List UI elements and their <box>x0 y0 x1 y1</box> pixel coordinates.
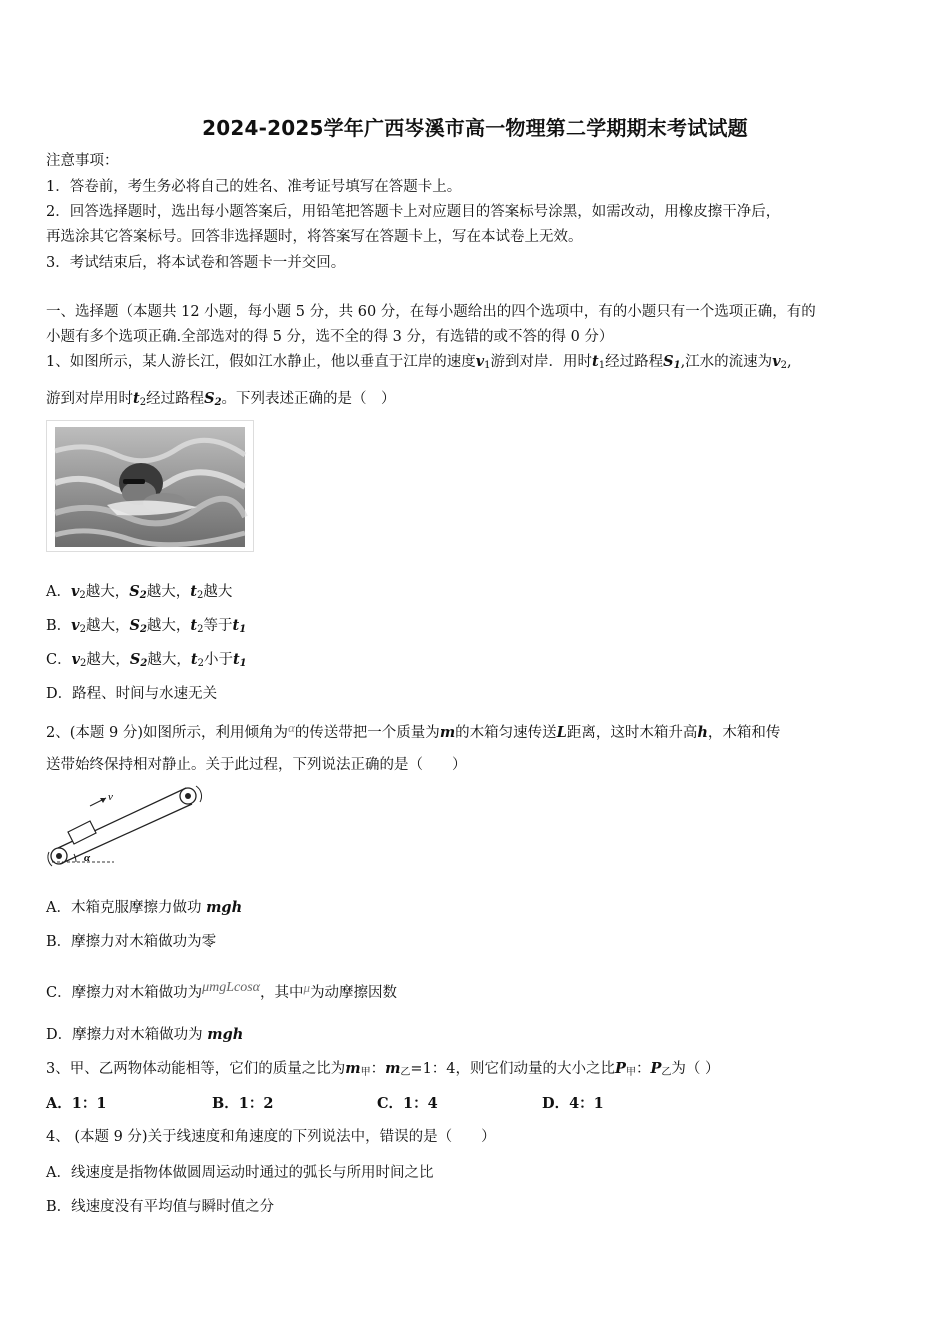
q1-option-b[interactable]: B．$v_2$越大，$S_2$越大，$t_2$等于$t_1$ <box>46 617 247 635</box>
q2-option-d[interactable]: D．摩擦力对木箱做功为 mgh <box>46 1026 244 1043</box>
section-instructions: 一、选择题（本题共 12 小题，每小题 5 分，共 60 分，在每小题给出的四个选项中，有的小题只有一个选项正确，有的 <box>46 304 816 320</box>
q2-stem: 2、(本题 9 分)如图所示，利用倾角为α的传送带把一个质量为m的木箱匀速传送L距离，这时木箱升高h，木箱和传 <box>46 720 781 741</box>
q3-option-b[interactable]: B．1：2 <box>212 1095 274 1112</box>
notice-heading: 注意事项： <box>46 153 119 169</box>
q3-option-a[interactable]: A．1：1 <box>46 1095 107 1112</box>
q3-option-d[interactable]: D．4：1 <box>542 1095 604 1112</box>
q4-option-a[interactable]: A．线速度是指物体做圆周运动时通过的弧长与所用时间之比 <box>46 1165 434 1181</box>
q4-stem: 4、 (本题 9 分)关于线速度和角速度的下列说法中，错误的是（ ） <box>46 1129 496 1145</box>
q4-option-b[interactable]: B．线速度没有平均值与瞬时值之分 <box>46 1199 275 1215</box>
swimmer-image <box>47 421 253 551</box>
q3-stem: 3、甲、乙两物体动能相等，它们的质量之比为$m_甲$：$m_乙=1$：4，则它们动量的大小之比$P_甲$：$P_乙$为（ ） <box>46 1060 720 1078</box>
section-instructions: 小题有多个选项正确.全部选对的得 5 分，选不全的得 3 分，有选错的或不答的得 0 分） <box>46 329 614 345</box>
q1-option-c[interactable]: C．$v_2$越大，$S_2$越大，$t_2$小于$t_1$ <box>46 651 247 669</box>
swimmer-photo <box>46 420 254 552</box>
velocity-label: v <box>108 791 113 803</box>
notice-item: 1．答卷前，考生务必将自己的姓名、准考证号填写在答题卡上。 <box>46 179 462 195</box>
notice-item: 2．回答选择题时，选出每小题答案后，用铅笔把答题卡上对应题目的答案标号涂黑，如需改动，用橡皮擦干净后， <box>46 204 781 220</box>
q2-option-c[interactable]: C．摩擦力对木箱做功为μmgLcosα，其中μ为动摩擦因数 <box>46 980 398 1001</box>
notice-item: 再选涂其它答案标号。回答非选择题时，将答案写在答题卡上，写在本试卷上无效。 <box>46 229 583 245</box>
q2-stem: 送带始终保持相对静止。关于此过程，下列说法正确的是（ ） <box>46 757 467 773</box>
q1-stem: 游到对岸用时$t_2$经过路程$S_2$。下列表述正确的是（ ） <box>46 390 396 408</box>
conveyor-belt-diagram <box>44 782 214 868</box>
q1-option-d[interactable]: D．路程、时间与水速无关 <box>46 686 218 702</box>
q2-option-b[interactable]: B．摩擦力对木箱做功为零 <box>46 934 217 950</box>
angle-label: α <box>84 852 91 864</box>
conveyor-belt-figure <box>44 782 214 868</box>
page-title: 2024-2025学年广西岑溪市高一物理第二学期期末考试试题 <box>202 116 748 140</box>
q2-option-a[interactable]: A．木箱克服摩擦力做功 mgh <box>46 899 243 916</box>
q1-stem: 1、如图所示，某人游长江，假如江水静止，他以垂直于江岸的速度$v_1$游到对岸．用时$t_1$经过路程$S_1$,江水的流速为$v_2$, <box>46 353 792 371</box>
q1-option-a[interactable]: A．$v_2$越大，$S_2$越大，$t_2$越大 <box>46 583 233 601</box>
notice-item: 3．考试结束后，将本试卷和答题卡一并交回。 <box>46 255 346 271</box>
q3-option-c[interactable]: C．1：4 <box>377 1095 438 1112</box>
